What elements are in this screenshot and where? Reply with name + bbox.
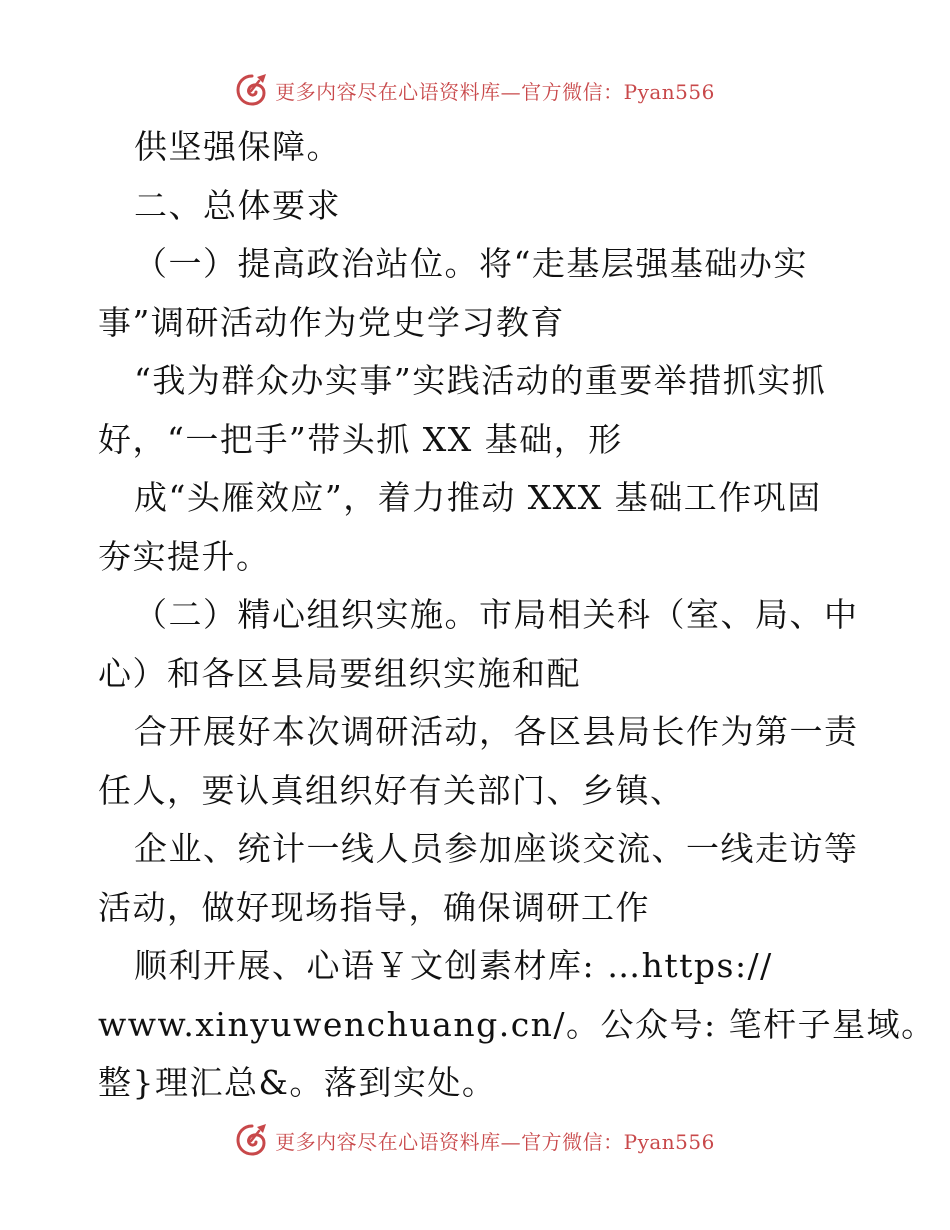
- text-line: 夯实提升。: [98, 536, 271, 576]
- header-banner-content: [235, 73, 715, 107]
- text-line: 供坚强保障。: [134, 127, 341, 166]
- text-line: 心）和各区县局要组织实施和配: [98, 653, 581, 693]
- text-line: 合开展好本次调研活动，各区县局长作为第一责: [134, 712, 859, 751]
- footer-banner-content: [235, 1123, 715, 1157]
- text-line: “我为群众办实事”实践活动的重要举措抓实抓: [134, 361, 827, 400]
- text-line: 成“头雁效应”，着力推动 XXX 基础工作巩固: [134, 478, 822, 517]
- text-line: 企业、统计一线人员参加座谈交流、一线走访等: [134, 829, 859, 868]
- text-line: 整}理汇总&。落到实处。: [98, 1063, 497, 1102]
- text-line: （一）提高政治站位。将“走基层强基础办实: [134, 244, 808, 283]
- footer-banner: [0, 1120, 950, 1160]
- document-body: [98, 118, 936, 1113]
- text-line: （二）精心组织实施。市局相关科（室、局、中: [134, 595, 859, 634]
- text-line: 事”调研活动作为党史学习教育: [98, 302, 565, 342]
- section-heading: 二、总体要求: [134, 185, 341, 225]
- header-banner: [0, 70, 950, 110]
- pen-swirl-icon: [235, 1123, 269, 1157]
- pen-swirl-icon: [235, 73, 269, 107]
- text-line: 活动，做好现场指导，确保调研工作: [98, 887, 650, 927]
- header-banner-text: 更多内容尽在心语资料库—官方微信：Pyan556: [275, 79, 715, 104]
- text-line: www.xinyuwenchuang.cn/。公众号: 笔杆子星域。: [98, 1004, 936, 1044]
- text-line: 任人，要认真组织好有关部门、乡镇、: [98, 770, 685, 810]
- text-line: 顺利开展、心语￥文创素材库: …https://: [134, 946, 773, 985]
- footer-banner-text: 更多内容尽在心语资料库—官方微信：Pyan556: [275, 1129, 715, 1154]
- text-line: 好，“一把手”带头抓 XX 基础，形: [98, 419, 623, 459]
